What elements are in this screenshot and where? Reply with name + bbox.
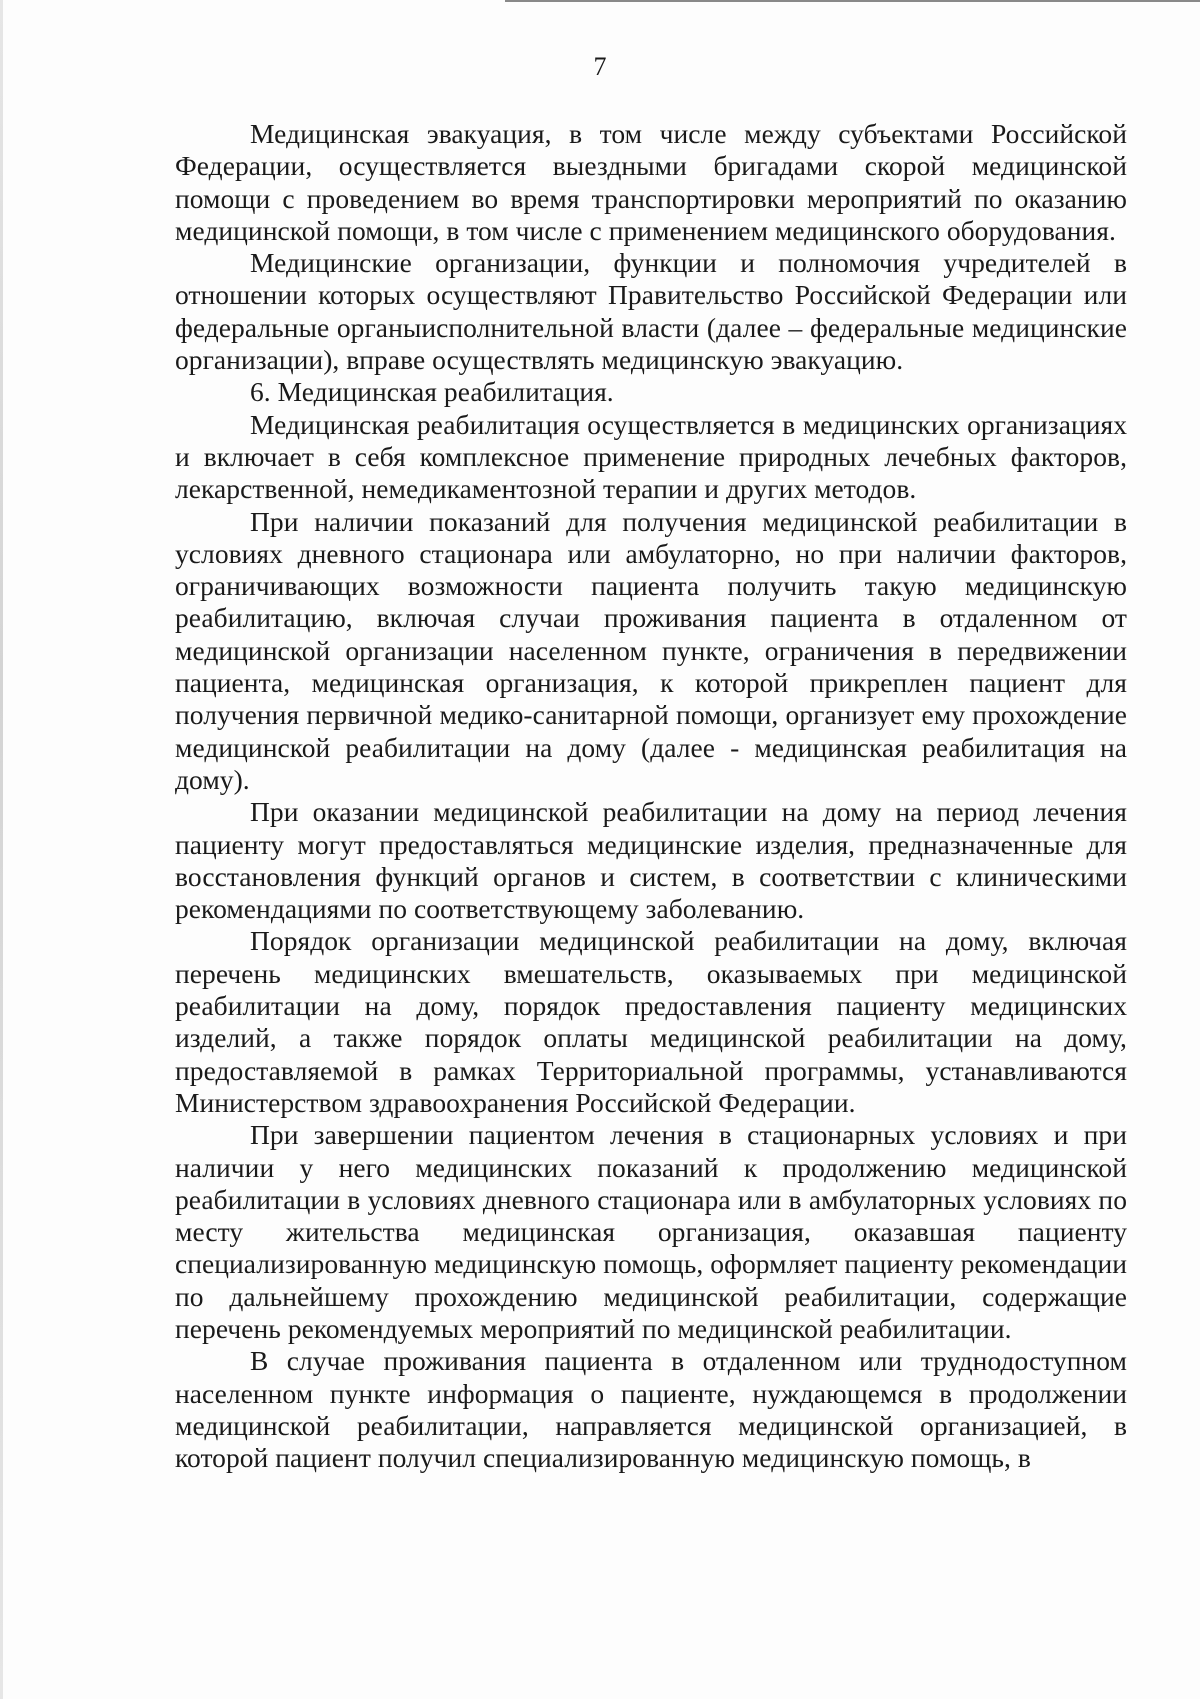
scan-artifact-line bbox=[505, 0, 1200, 2]
section-heading-rehabilitation: 6. Медицинская реабилитация. bbox=[250, 376, 614, 408]
paragraph-medical-devices: При оказании медицинской реабилитации на дому на период лечения пациенту могут предоставляться медицинские изделия, предназначенные для восстановления функций органов и систем, в соответствии с клиническими рекомендациями по соответствующему заболеванию. bbox=[175, 796, 1127, 925]
paragraph-rehabilitation-definition: Медицинская реабилитация осуществляется в медицинских организациях и включает в себя комплексное применение природных лечебных факторов, лекарственной, немедикаментозной терапии и других методов. bbox=[175, 408, 1127, 505]
document-body bbox=[175, 118, 1127, 1474]
page-number: 7 bbox=[593, 52, 607, 81]
paragraph-procedure: Порядок организации медицинской реабилитации на дому, включая перечень медицинских вмешательств, оказываемых при медицинской реабилитации на дому, порядок предоставления пациенту медицинских изделий, а также порядок оплаты медицинской реабилитации на дому, предоставляемой в рамках Территориальной программы, устанавливаются Министерством здравоохранения Российской Федерации. bbox=[175, 925, 1127, 1118]
scan-artifact-edge bbox=[0, 0, 3, 1699]
paragraph-home-rehabilitation: При наличии показаний для получения медицинской реабилитации в условиях дневного стационара или амбулаторно, но при наличии факторов, ограничивающих возможности пациента получить такую медицинскую реабилитацию, включая случаи проживания пациента в отдаленном от медицинской организации населенном пункте, ограничения в передвижении пациента, медицинская организация, к которой прикреплен пациент для получения первичной медико-санитарной помощи, организует ему прохождение медицинской реабилитации на дому (далее - медицинская реабилитация на дому). bbox=[175, 505, 1127, 795]
paragraph-discharge-recommendations: При завершении пациентом лечения в стационарных условиях и при наличии у него медицинских показаний к продолжению медицинской реабилитации в условиях дневного стационара или в амбулаторных условиях по месту жительства медицинская организация, оказавшая пациенту специализированную медицинскую помощь, оформляет пациенту рекомендации по дальнейшему прохождению медицинской реабилитации, содержащие перечень рекомендуемых мероприятий по медицинской реабилитации. bbox=[175, 1119, 1127, 1344]
paragraph-remote-settlement: В случае проживания пациента в отдаленном или труднодоступном населенном пункте информация о пациенте, нуждающемся в продолжении медицинской реабилитации, направляется медицинской организацией, в которой пациент получил специализированную медицинскую помощь, в bbox=[175, 1345, 1127, 1474]
paragraph-federal-organizations: Медицинские организации, функции и полномочия учредителей в отношении которых осуществляют Правительство Российской Федерации или федеральные органыисполнительной власти (далее – федеральные медицинские организации), вправе осуществлять медицинскую эвакуацию. bbox=[175, 247, 1127, 376]
paragraph-medical-evacuation: Медицинская эвакуация, в том числе между субъектами Российской Федерации, осуществляется выездными бригадами скорой медицинской помощи с проведением во время транспортировки мероприятий по оказанию медицинской помощи, в том числе с применением медицинского оборудования. bbox=[175, 118, 1127, 246]
